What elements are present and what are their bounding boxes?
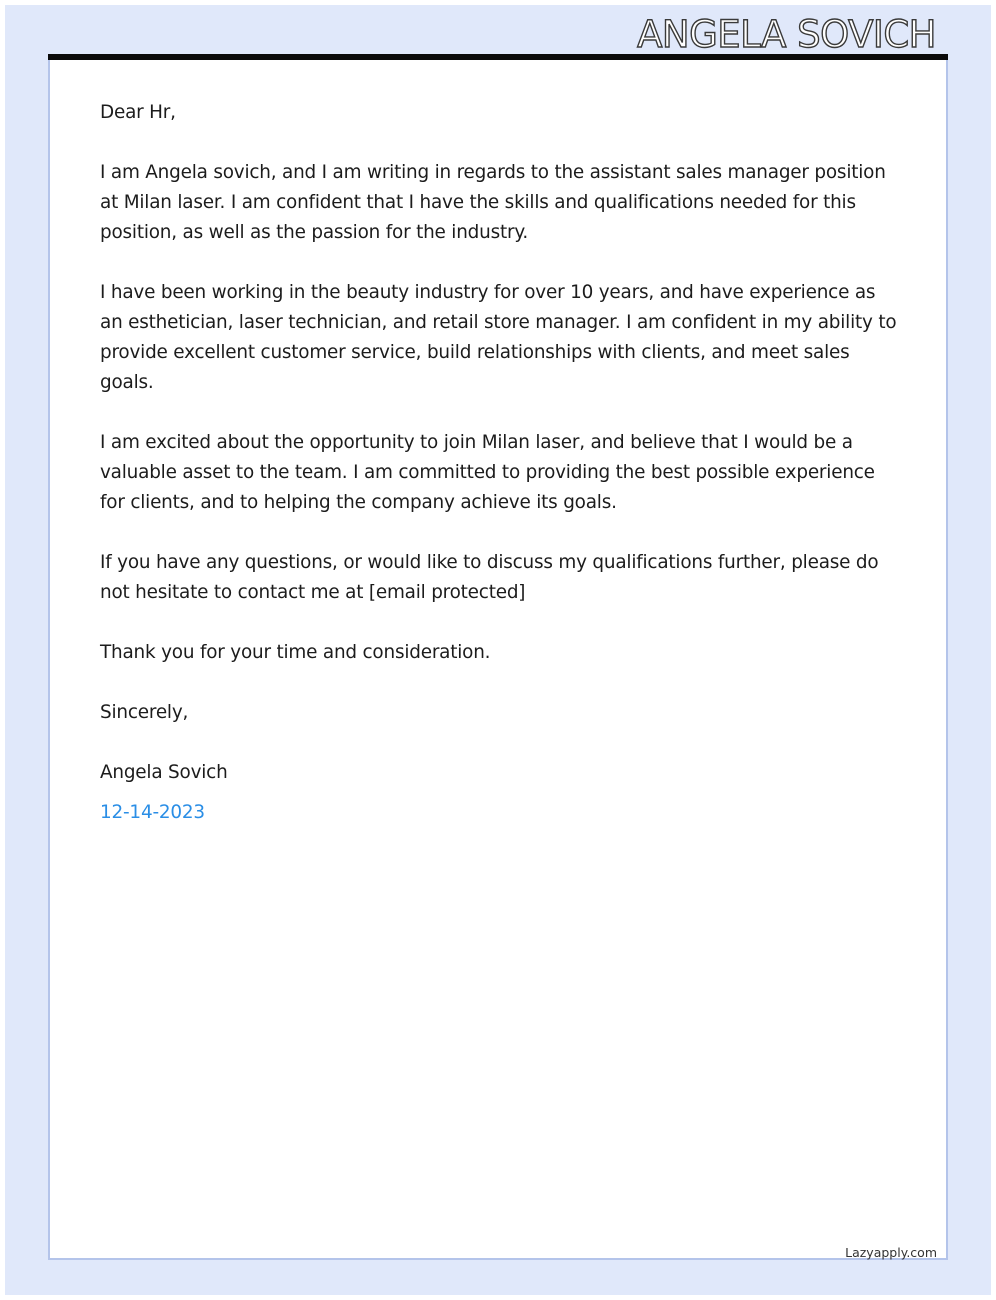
letter-paragraph: I am Angela sovich, and I am writing in regards to the assistant sales manager position at Milan laser. I am confident that I have the skills and qualifications needed for this position, as well as the passion for the industry. bbox=[100, 162, 886, 243]
footer-credit: Lazyapply.com bbox=[845, 1245, 937, 1260]
applicant-name-heading: ANGELA SOVICH bbox=[637, 13, 936, 56]
letter-paragraph: I am excited about the opportunity to join Milan laser, and believe that I would be a valuable asset to the team. I am committed to providing the best possible experience for clients, and to helping the company achieve its goals. bbox=[100, 432, 875, 513]
letter-paragraph: I have been working in the beauty industry for over 10 years, and have experience as an esthetician, laser technician, and retail store manager. I am confident in my ability to provide excellent customer service, build relationships with clients, and meet sales goals. bbox=[100, 282, 897, 393]
letter-greeting: Dear Hr, bbox=[100, 102, 176, 123]
letter-paragraph: If you have any questions, or would like to discuss my qualifications further, please do not hesitate to contact me at [email protected] bbox=[100, 552, 879, 603]
letter-date: 12-14-2023 bbox=[100, 802, 205, 823]
letter-closing: Sincerely, bbox=[100, 702, 189, 723]
letter-paragraph: Thank you for your time and consideration. bbox=[100, 642, 491, 663]
letter-body bbox=[100, 98, 900, 858]
letter-signature: Angela Sovich bbox=[100, 762, 228, 783]
